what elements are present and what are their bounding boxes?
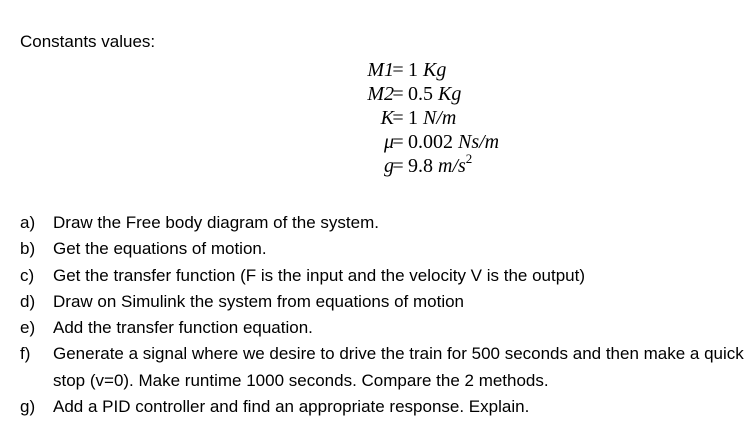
task-item-f [0,341,752,394]
task-marker: a) [20,213,36,232]
constant-number: 1 [408,107,418,129]
task-marker: f) [20,344,31,364]
constant-symbol: g [384,155,394,177]
task-item-b [0,236,752,262]
constants-heading: Constants values: [20,32,156,51]
constant-symbol: M1 [367,59,394,81]
task-marker: b) [20,239,36,259]
equals-sign: = [392,107,404,129]
task-marker: c) [20,265,35,285]
task-marker: e) [20,318,36,338]
task-marker: d) [20,291,36,311]
constant-value [408,106,456,130]
constant-symbol: M2 [367,83,394,105]
task-item-c [0,263,752,289]
task-text: Draw on Simulink the system from equations of motion [53,291,465,311]
task-list [0,210,752,420]
task-text: Add the transfer function equation. [53,318,313,338]
constant-value [408,151,473,180]
constant-unit: N/m [423,107,457,129]
constant-value [408,82,461,106]
task-item-g [0,394,752,420]
task-text: Get the equations of motion. [53,239,267,259]
constant-g [0,151,752,178]
constant-unit: m/s [438,155,466,177]
task-item-a [0,210,752,236]
equals-sign: = [392,83,404,105]
constant-number: 0.5 [408,83,433,105]
constant-value [408,130,499,154]
constant-number: 0.002 [408,131,453,153]
constant-m2 [0,82,752,106]
constant-number: 9.8 [408,155,433,177]
constant-symbol: μ [383,131,394,153]
constant-number: 1 [408,59,418,81]
equals-sign: = [392,131,404,153]
constant-unit: Kg [438,83,462,105]
constant-m1 [0,58,752,82]
task-marker: g) [20,397,36,417]
constant-value [408,58,446,82]
task-item-e [0,315,752,341]
task-text: Add a PID controller and find an appropriate response. Explain. [53,397,530,417]
task-item-d [0,289,752,315]
equals-sign: = [392,59,404,81]
constant-unit: Ns/m [458,131,500,153]
task-text: Get the transfer function (F is the input and the velocity V is the output) [53,265,586,285]
task-text: Draw the Free body diagram of the system. [53,213,379,232]
task-text: Generate a signal where we desire to drive the train for 500 seconds and then make a quick stop (v=0). Make runtime 1000 seconds. Compare the 2 methods. [53,344,744,390]
constant-mu [0,130,752,154]
constant-unit: Kg [423,59,447,81]
constant-k [0,106,752,130]
unit-exponent: 2 [465,151,473,166]
constant-symbol: K [380,107,394,129]
equals-sign: = [392,155,404,177]
